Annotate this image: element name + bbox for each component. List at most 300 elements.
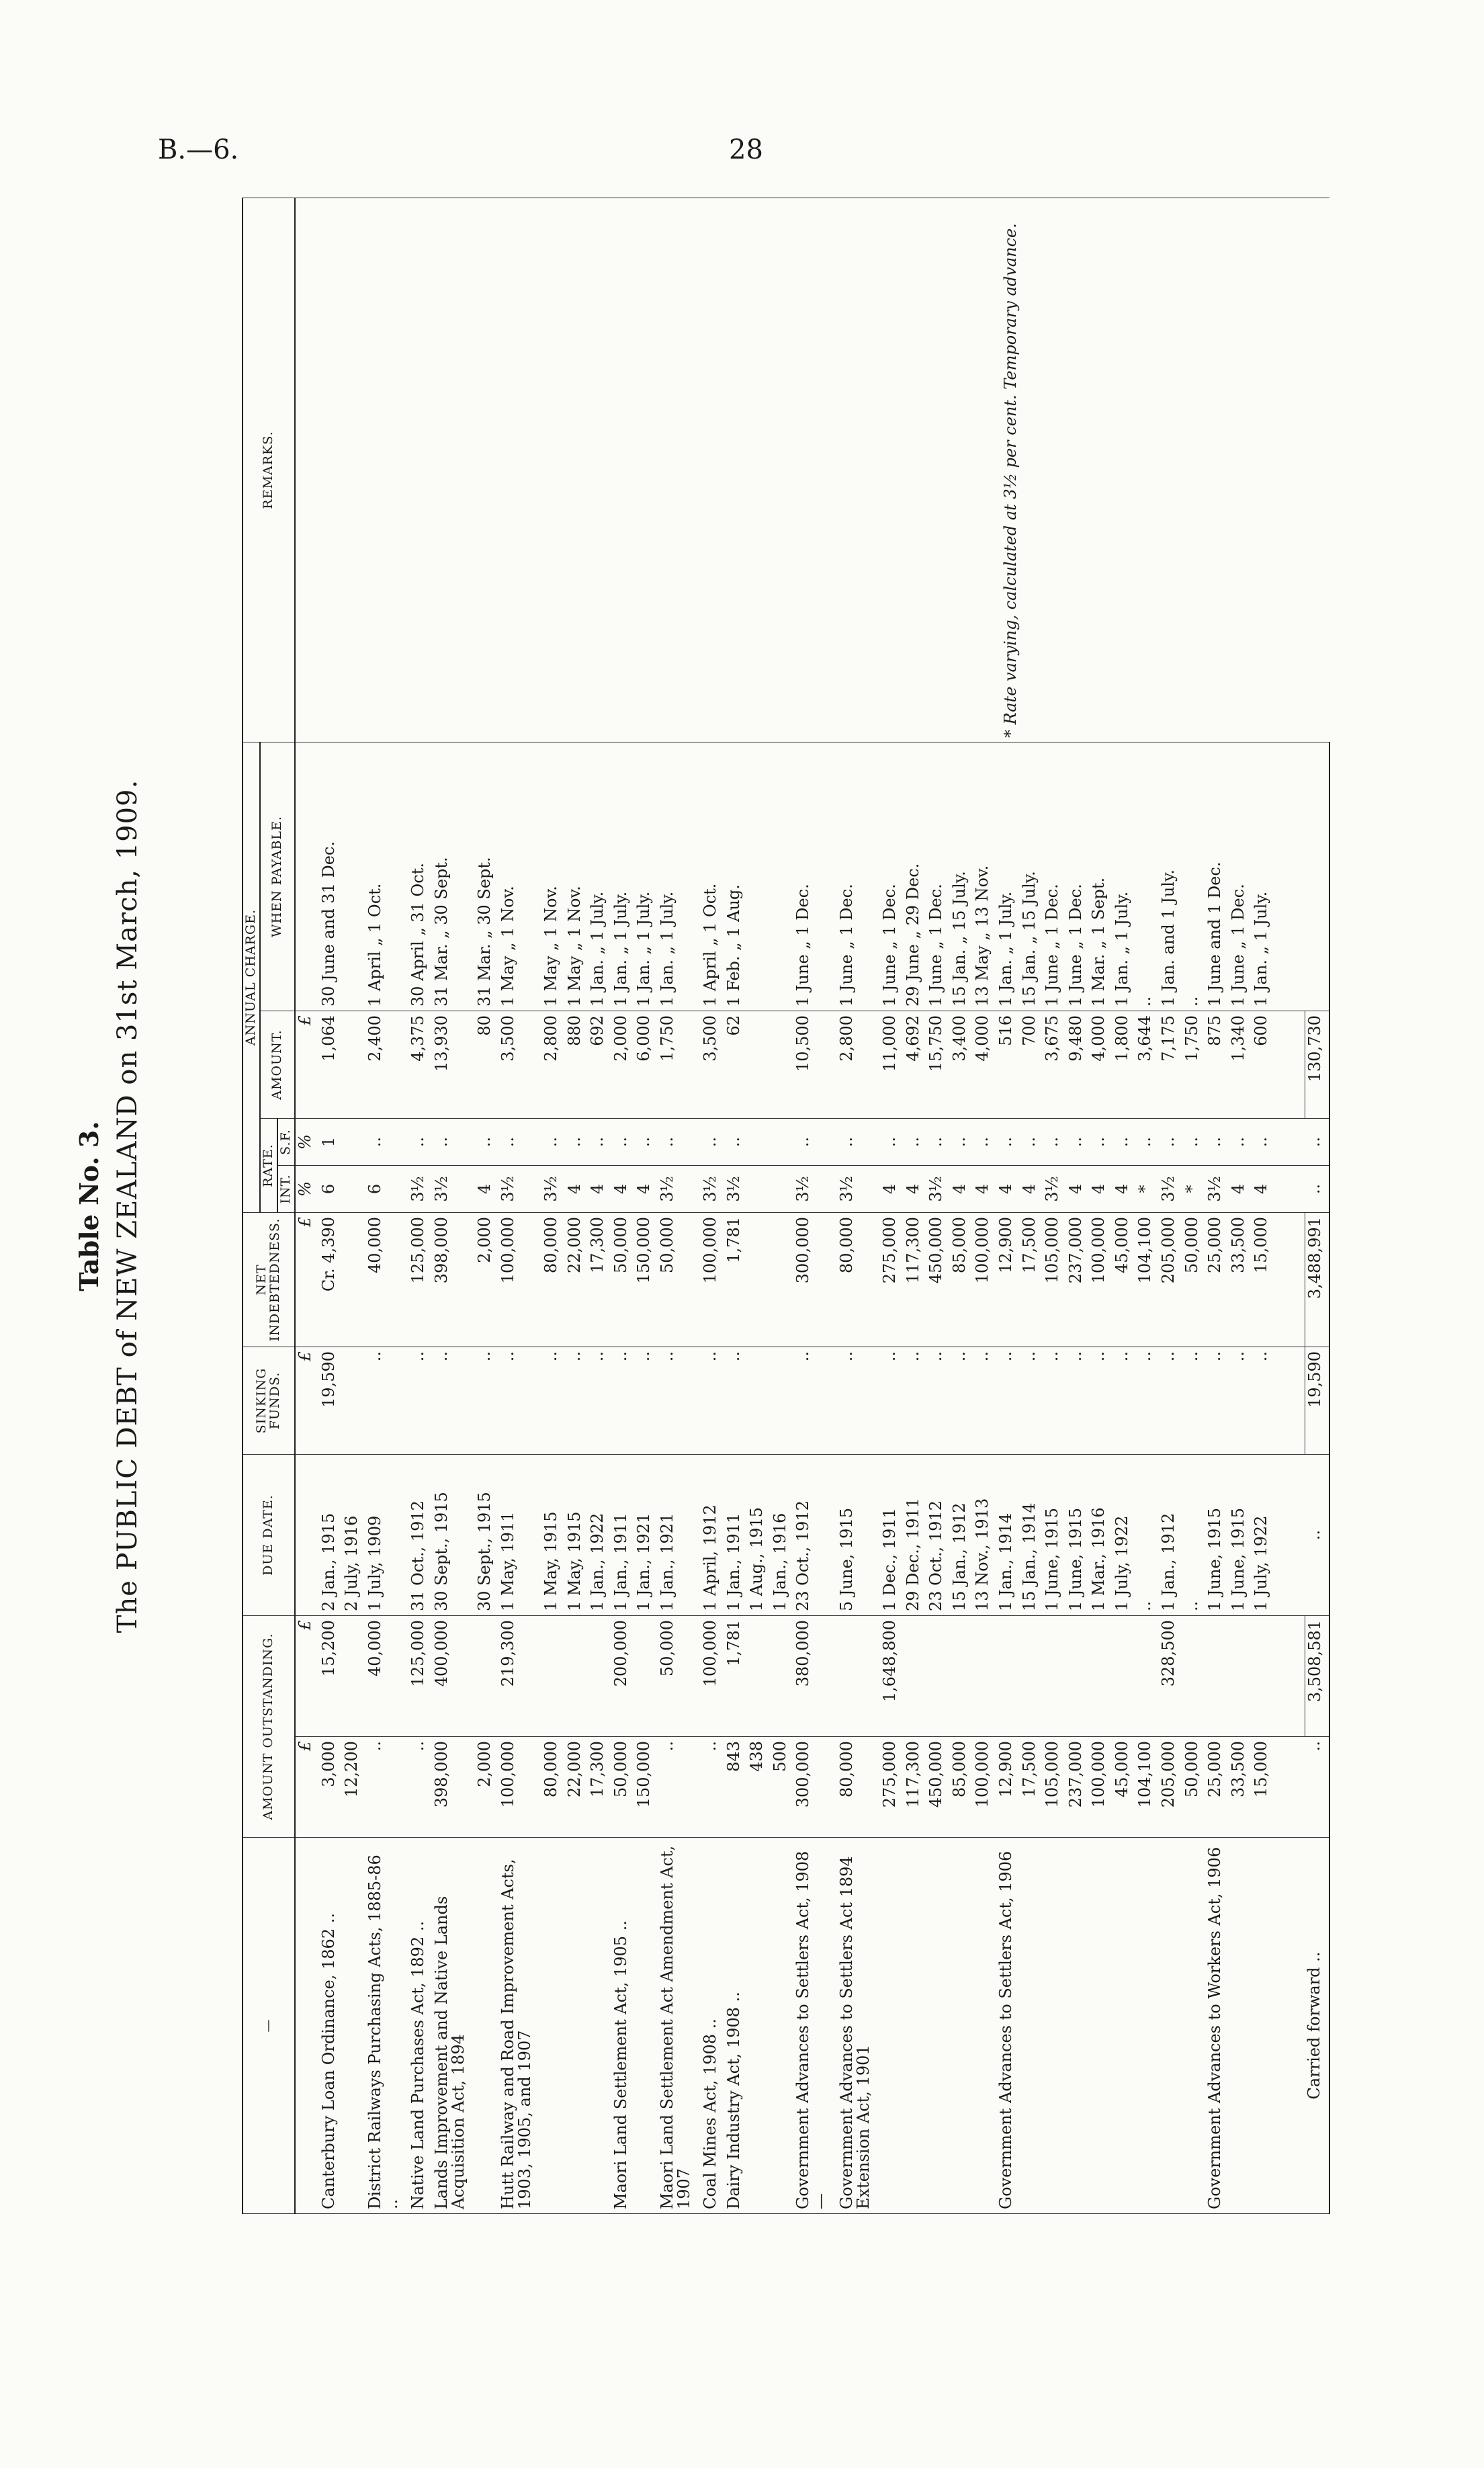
net-indebtedness-cell: 100,000	[701, 1212, 724, 1347]
rate-sf-cell: ..	[1229, 1118, 1252, 1165]
due-date-cell: 1 Jan., 1921	[658, 1454, 701, 1615]
act-cell	[904, 1838, 927, 2214]
amount-cell: 275,000	[880, 1737, 904, 1838]
amount-cell: 2,000	[475, 1737, 498, 1838]
act-cell: Canterbury Loan Ordinance, 1862 ..	[319, 1838, 343, 2214]
rate-int-cell: 3½	[793, 1165, 836, 1212]
act-cell	[926, 1838, 950, 2214]
act-cell	[634, 1838, 658, 2214]
act-cell	[1182, 1838, 1206, 2214]
act-cell: Government Advances to Workers Act, 1906	[1205, 1838, 1229, 2214]
annual-charge-cell: 516	[996, 1011, 1020, 1118]
act-cell	[475, 1838, 498, 2214]
amount-total-cell: 328,500	[1159, 1615, 1182, 1736]
amount-total-cell	[1229, 1615, 1252, 1736]
act-cell: Government Advances to Settlers Act, 1908—	[793, 1838, 836, 2214]
net-indebtedness-cell: 80,000	[541, 1212, 565, 1347]
due-date-cell: 1 May, 1915	[541, 1454, 565, 1615]
sinking-fund-cell: ..	[1182, 1347, 1206, 1454]
rate-sf-cell: ..	[1066, 1118, 1090, 1165]
amount-cell: 12,900	[996, 1737, 1020, 1838]
when-payable-cell: ..	[1135, 742, 1159, 1011]
when-payable-cell: 1 Feb. „ 1 Aug.	[724, 742, 748, 1011]
spacer-cell	[1275, 1454, 1305, 1615]
due-date-cell: 2 Jan., 1915	[319, 1454, 343, 1615]
due-date-cell: 15 Jan., 1912	[950, 1454, 973, 1615]
net-indebtedness-cell: 80,000	[837, 1212, 880, 1347]
annual-charge-cell: 3,644	[1135, 1011, 1159, 1118]
amount-total-cell	[1205, 1615, 1229, 1736]
annual-charge-cell: 2,400	[365, 1011, 408, 1118]
due-date-cell: 13 Nov., 1913	[973, 1454, 996, 1615]
rate-sf-cell: ..	[926, 1118, 950, 1165]
sinking-fund-cell: ..	[611, 1347, 635, 1454]
amount-total-cell	[634, 1615, 658, 1736]
rate-int-cell: 3½	[541, 1165, 565, 1212]
unit-pound: £	[295, 1615, 319, 1736]
annual-charge-cell: 13,930	[432, 1011, 475, 1118]
rate-sf-cell: ..	[973, 1118, 996, 1165]
annual-charge-cell: 1,064	[319, 1011, 343, 1118]
unit-blank	[295, 1838, 319, 2214]
amount-total-cell: 200,000	[611, 1615, 635, 1736]
sinking-fund-cell: ..	[837, 1347, 880, 1454]
due-date-cell: 31 Oct., 1912	[408, 1454, 432, 1615]
due-date-cell: 1 July, 1922	[1252, 1454, 1275, 1615]
net-indebtedness-cell: 275,000	[880, 1212, 904, 1347]
due-date-cell: 2 July, 1916	[342, 1454, 365, 1615]
net-indebtedness-cell: 25,000	[1205, 1212, 1229, 1347]
amount-total-cell	[475, 1615, 498, 1736]
net-indebtedness-cell: 300,000	[793, 1212, 836, 1347]
act-cell	[950, 1838, 973, 2214]
annual-charge-cell: 9,480	[1066, 1011, 1090, 1118]
amount-total-cell	[904, 1615, 927, 1736]
due-date-cell: 1 Jan., 1922	[588, 1454, 611, 1615]
rate-int-cell: 4	[634, 1165, 658, 1212]
unit-blank	[295, 742, 319, 1011]
annual-charge-cell: 2,800	[837, 1011, 880, 1118]
net-indebtedness-cell: 50,000	[611, 1212, 635, 1347]
when-payable-cell: 31 Mar. „ 30 Sept.	[432, 742, 475, 1011]
when-payable-cell: 1 June „ 1 Dec.	[1066, 742, 1090, 1011]
amount-cell: 450,000	[926, 1737, 950, 1838]
rate-int-cell: 3½	[658, 1165, 701, 1212]
sinking-fund-cell: 19,590	[319, 1347, 343, 1454]
amount-total-cell: 219,300	[498, 1615, 541, 1736]
rate-int-cell: 4	[950, 1165, 973, 1212]
rotated-table-frame	[74, 198, 1330, 2214]
net-indebtedness-cell: 117,300	[904, 1212, 927, 1347]
due-date-cell: ..	[1135, 1454, 1159, 1615]
net-indebtedness-cell: 398,000	[432, 1212, 475, 1347]
rate-sf-cell: ..	[880, 1118, 904, 1165]
rate-sf-cell: ..	[1135, 1118, 1159, 1165]
amount-cell: 100,000	[498, 1737, 541, 1838]
when-payable-cell: 1 Mar. „ 1 Sept.	[1089, 742, 1112, 1011]
when-payable-cell: 1 May „ 1 Nov.	[498, 742, 541, 1011]
amount-cell: ..	[365, 1737, 408, 1838]
amount-cell: 843	[724, 1737, 748, 1838]
sinking-fund-cell: ..	[880, 1347, 904, 1454]
when-payable-cell: 1 Jan. „ 1 July.	[1252, 742, 1275, 1011]
net-indebtedness-cell: 1,781	[724, 1212, 748, 1347]
act-cell	[747, 1838, 771, 2214]
amount-cell: 117,300	[904, 1737, 927, 1838]
rate-int-cell: 4	[880, 1165, 904, 1212]
rate-int-cell: 4	[1089, 1165, 1112, 1212]
net-indebtedness-cell: Cr. 4,390	[319, 1212, 343, 1347]
rate-sf-cell: ..	[1205, 1118, 1229, 1165]
when-payable-cell: 30 April „ 31 Oct.	[408, 742, 432, 1011]
net-indebtedness-cell: 17,300	[588, 1212, 611, 1347]
sinking-fund-cell: ..	[565, 1347, 588, 1454]
due-date-cell: ..	[1182, 1454, 1206, 1615]
sinking-fund-cell: ..	[1020, 1347, 1043, 1454]
when-payable-cell: 1 June „ 1 Dec.	[793, 742, 836, 1011]
spacer-cell	[1275, 1838, 1305, 2214]
sinking-fund-cell: ..	[701, 1347, 724, 1454]
annual-charge-cell: 4,375	[408, 1011, 432, 1118]
annual-charge-cell: 10,500	[793, 1011, 836, 1118]
spacer-cell	[1275, 1118, 1305, 1165]
amount-cell: 3,000	[319, 1737, 343, 1838]
sinking-fund-cell: ..	[432, 1347, 475, 1454]
due-date-cell: 5 June, 1915	[837, 1454, 880, 1615]
when-payable-cell: 1 June „ 1 Dec.	[1229, 742, 1252, 1011]
act-cell: Dairy Industry Act, 1908 ..	[724, 1838, 748, 2214]
net-indebtedness-cell: 50,000	[658, 1212, 701, 1347]
rate-sf-cell: ..	[565, 1118, 588, 1165]
when-payable-cell: 1 Jan. „ 1 July.	[611, 742, 635, 1011]
net-indebtedness-cell	[342, 1212, 365, 1347]
rate-int-cell: 4	[475, 1165, 498, 1212]
sinking-fund-cell	[747, 1347, 771, 1454]
rate-int-cell: 3½	[926, 1165, 950, 1212]
when-payable-cell: 1 Jan. „ 1 July.	[634, 742, 658, 1011]
sinking-fund-cell	[342, 1347, 365, 1454]
annual-charge-cell: 62	[724, 1011, 748, 1118]
due-date-cell: 1 Jan., 1921	[634, 1454, 658, 1615]
amount-cell: 300,000	[793, 1737, 836, 1838]
net-indebtedness-cell: 15,000	[1252, 1212, 1275, 1347]
act-cell: Native Land Purchases Act, 1892 ..	[408, 1838, 432, 2214]
amount-total-cell	[926, 1615, 950, 1736]
annual-charge-cell: 2,000	[611, 1011, 635, 1118]
annual-charge-cell: 15,750	[926, 1011, 950, 1118]
due-date-cell: 30 Sept., 1915	[475, 1454, 498, 1615]
act-cell: Coal Mines Act, 1908 ..	[701, 1838, 724, 2214]
amount-cell: 80,000	[541, 1737, 565, 1838]
rate-sf-cell: ..	[996, 1118, 1020, 1165]
amount-total-cell	[1182, 1615, 1206, 1736]
amount-total-cell	[1066, 1615, 1090, 1736]
annual-charge-cell: 875	[1205, 1011, 1229, 1118]
sinking-fund-cell: ..	[408, 1347, 432, 1454]
carried-due: ..	[1305, 1454, 1329, 1615]
col-rate-int: INT.	[277, 1165, 295, 1212]
sinking-fund-cell: ..	[1043, 1347, 1066, 1454]
act-cell	[1089, 1838, 1112, 2214]
rate-int-cell: 4	[565, 1165, 588, 1212]
carried-annual-charge: 130,730	[1305, 1011, 1329, 1118]
amount-cell: 25,000	[1205, 1737, 1229, 1838]
sinking-fund-cell: ..	[658, 1347, 701, 1454]
sinking-fund-cell: ..	[365, 1347, 408, 1454]
rate-sf-cell: ..	[837, 1118, 880, 1165]
spacer-cell	[1275, 1165, 1305, 1212]
rate-sf-cell: ..	[1112, 1118, 1136, 1165]
unit-percent: %	[295, 1118, 319, 1165]
due-date-cell: 1 May, 1915	[565, 1454, 588, 1615]
annual-charge-cell: 600	[1252, 1011, 1275, 1118]
col-sinking-funds: SINKING FUNDS.	[243, 1347, 295, 1454]
due-date-cell: 1 Jan., 1911	[724, 1454, 748, 1615]
rate-int-cell	[342, 1165, 365, 1212]
annual-charge-cell: 2,800	[541, 1011, 565, 1118]
annual-charge-cell: 700	[1020, 1011, 1043, 1118]
annual-charge-cell: 4,000	[973, 1011, 996, 1118]
col-rate-sf: S.F.	[277, 1118, 295, 1165]
when-payable-cell: ..	[1182, 742, 1206, 1011]
sinking-fund-cell: ..	[926, 1347, 950, 1454]
sinking-fund-cell: ..	[541, 1347, 565, 1454]
due-date-cell: 1 May, 1911	[498, 1454, 541, 1615]
sinking-fund-cell: ..	[1159, 1347, 1182, 1454]
annual-charge-cell: 1,340	[1229, 1011, 1252, 1118]
remarks-cell	[295, 198, 1329, 742]
due-date-cell: 1 Aug., 1915	[747, 1454, 771, 1615]
when-payable-cell	[771, 742, 794, 1011]
act-cell	[1252, 1838, 1275, 2214]
rate-sf-cell: ..	[658, 1118, 701, 1165]
rate-sf-cell: 1	[319, 1118, 343, 1165]
units-row	[295, 198, 319, 2213]
sinking-fund-cell: ..	[1252, 1347, 1275, 1454]
when-payable-cell: 1 April „ 1 Oct.	[701, 742, 724, 1011]
page-number: 28	[729, 134, 763, 165]
rate-sf-cell: ..	[408, 1118, 432, 1165]
sinking-fund-cell: ..	[1135, 1347, 1159, 1454]
annual-charge-cell: 3,675	[1043, 1011, 1066, 1118]
debt-table-body	[295, 198, 1329, 2213]
net-indebtedness-cell: 105,000	[1043, 1212, 1066, 1347]
rate-sf-cell: ..	[634, 1118, 658, 1165]
col-act: —	[243, 1838, 295, 2214]
act-cell	[1159, 1838, 1182, 2214]
carried-net-indebtedness: 3,488,991	[1305, 1212, 1329, 1347]
amount-cell: 12,200	[342, 1737, 365, 1838]
unit-pound: £	[295, 1212, 319, 1347]
amount-cell: 150,000	[634, 1737, 658, 1838]
rate-sf-cell: ..	[541, 1118, 565, 1165]
when-payable-cell: 1 June „ 1 Dec.	[837, 742, 880, 1011]
due-date-cell: 30 Sept., 1915	[432, 1454, 475, 1615]
when-payable-cell: 1 June „ 1 Dec.	[1043, 742, 1066, 1011]
rate-sf-cell	[747, 1118, 771, 1165]
act-cell	[1020, 1838, 1043, 2214]
rate-int-cell: 4	[1112, 1165, 1136, 1212]
when-payable-cell: 1 Jan. „ 1 July.	[588, 742, 611, 1011]
net-indebtedness-cell: 85,000	[950, 1212, 973, 1347]
due-date-cell: 1 July, 1909	[365, 1454, 408, 1615]
due-date-cell: 1 July, 1922	[1112, 1454, 1136, 1615]
annual-charge-cell: 692	[588, 1011, 611, 1118]
amount-total-cell	[996, 1615, 1020, 1736]
amount-total-cell	[565, 1615, 588, 1736]
rate-int-cell: 3½	[1043, 1165, 1066, 1212]
amount-cell: 500	[771, 1737, 794, 1838]
amount-cell: 17,500	[1020, 1737, 1043, 1838]
act-cell	[1112, 1838, 1136, 2214]
sinking-fund-cell: ..	[950, 1347, 973, 1454]
annual-charge-cell: 4,000	[1089, 1011, 1112, 1118]
carried-amount: ..	[1305, 1737, 1329, 1838]
due-date-cell: 1 April, 1912	[701, 1454, 724, 1615]
amount-total-cell	[1112, 1615, 1136, 1736]
when-payable-cell: 15 Jan. „ 15 July.	[1020, 742, 1043, 1011]
due-date-cell: 1 Jan., 1916	[771, 1454, 794, 1615]
rate-sf-cell: ..	[432, 1118, 475, 1165]
rate-int-cell: 4	[611, 1165, 635, 1212]
amount-total-cell	[342, 1615, 365, 1736]
amount-total-cell	[1135, 1615, 1159, 1736]
net-indebtedness-cell: 45,000	[1112, 1212, 1136, 1347]
rate-int-cell: 6	[319, 1165, 343, 1212]
due-date-cell: 1 June, 1915	[1205, 1454, 1229, 1615]
amount-cell: 17,300	[588, 1737, 611, 1838]
due-date-cell: 1 June, 1915	[1043, 1454, 1066, 1615]
amount-total-cell: 1,648,800	[880, 1615, 904, 1736]
unit-blank	[295, 1454, 319, 1615]
act-cell: Lands Improvement and Native Lands Acquisition Act, 1894	[432, 1838, 475, 2214]
rate-int-cell	[771, 1165, 794, 1212]
due-date-cell: 1 Jan., 1914	[996, 1454, 1020, 1615]
sinking-fund-cell: ..	[634, 1347, 658, 1454]
amount-total-cell: 50,000	[658, 1615, 701, 1736]
rate-sf-cell: ..	[1089, 1118, 1112, 1165]
amount-cell: 100,000	[973, 1737, 996, 1838]
rate-int-cell: 3½	[1205, 1165, 1229, 1212]
annual-charge-cell: 880	[565, 1011, 588, 1118]
rate-sf-cell: ..	[1252, 1118, 1275, 1165]
annual-charge-cell	[342, 1011, 365, 1118]
net-indebtedness-cell	[771, 1212, 794, 1347]
rate-int-cell: 4	[1229, 1165, 1252, 1212]
act-cell	[342, 1838, 365, 2214]
net-indebtedness-cell: 2,000	[475, 1212, 498, 1347]
amount-total-cell	[973, 1615, 996, 1736]
spacer-cell	[1275, 742, 1305, 1011]
annual-charge-cell	[747, 1011, 771, 1118]
annual-charge-cell: 1,800	[1112, 1011, 1136, 1118]
net-indebtedness-cell: 450,000	[926, 1212, 950, 1347]
rate-int-cell: 4	[588, 1165, 611, 1212]
spacer-cell	[1275, 1347, 1305, 1454]
net-indebtedness-cell: 125,000	[408, 1212, 432, 1347]
act-cell	[588, 1838, 611, 2214]
rate-sf-cell: ..	[904, 1118, 927, 1165]
remark-note: * Rate varying, calculated at 3½ per cent. Temporary advance.	[1000, 223, 1020, 738]
annual-charge-cell: 1,750	[658, 1011, 701, 1118]
rate-int-cell: 3½	[1159, 1165, 1182, 1212]
col-annual-charge: ANNUAL CHARGE.	[243, 742, 260, 1212]
table-title: Table No. 3.	[74, 1121, 104, 1291]
carried-when-payable	[1305, 742, 1329, 1011]
rate-sf-cell: ..	[1159, 1118, 1182, 1165]
sinking-fund-cell: ..	[475, 1347, 498, 1454]
col-due-date: DUE DATE.	[243, 1454, 295, 1615]
spacer-cell	[1275, 1615, 1305, 1736]
amount-cell: 104,100	[1135, 1737, 1159, 1838]
sinking-fund-cell: ..	[973, 1347, 996, 1454]
rate-int-cell: 3½	[498, 1165, 541, 1212]
when-payable-cell: 1 April „ 1 Oct.	[365, 742, 408, 1011]
rate-int-cell: 4	[973, 1165, 996, 1212]
carried-amount-total: 3,508,581	[1305, 1615, 1329, 1736]
annual-charge-cell: 3,500	[498, 1011, 541, 1118]
rate-int-cell: 4	[1066, 1165, 1090, 1212]
amount-cell: 15,000	[1252, 1737, 1275, 1838]
amount-total-cell: 380,000	[793, 1615, 836, 1736]
amount-cell: 438	[747, 1737, 771, 1838]
amount-total-cell	[1020, 1615, 1043, 1736]
amount-cell: 50,000	[1182, 1737, 1206, 1838]
sinking-fund-cell: ..	[724, 1347, 748, 1454]
net-indebtedness-cell: 237,000	[1066, 1212, 1090, 1347]
amount-total-cell	[1252, 1615, 1275, 1736]
annual-charge-cell: 4,692	[904, 1011, 927, 1118]
net-indebtedness-cell: 100,000	[973, 1212, 996, 1347]
amount-cell: 398,000	[432, 1737, 475, 1838]
act-cell	[1135, 1838, 1159, 2214]
public-debt-table	[242, 198, 1330, 2214]
amount-total-cell	[1043, 1615, 1066, 1736]
when-payable-cell	[342, 742, 365, 1011]
sinking-fund-cell: ..	[904, 1347, 927, 1454]
when-payable-cell	[747, 742, 771, 1011]
spacer-cell	[1275, 1737, 1305, 1838]
when-payable-cell: 1 June „ 1 Dec.	[880, 742, 904, 1011]
when-payable-cell: 1 June and 1 Dec.	[1205, 742, 1229, 1011]
amount-total-cell	[950, 1615, 973, 1736]
rate-sf-cell	[342, 1118, 365, 1165]
amount-cell: 85,000	[950, 1737, 973, 1838]
act-cell: Government Advances to Settlers Act, 1906	[996, 1838, 1020, 2214]
net-indebtedness-cell: 12,900	[996, 1212, 1020, 1347]
when-payable-cell: 1 June „ 1 Dec.	[926, 742, 950, 1011]
spacer-cell	[1275, 1212, 1305, 1347]
act-cell: Government Advances to Settlers Act 1894 Extension Act, 1901	[837, 1838, 880, 2214]
net-indebtedness-cell: 100,000	[1089, 1212, 1112, 1347]
rate-int-cell: 3½	[701, 1165, 724, 1212]
amount-total-cell	[837, 1615, 880, 1736]
when-payable-cell: 31 Mar. „ 30 Sept.	[475, 742, 498, 1011]
act-cell	[1043, 1838, 1066, 2214]
carried-sinking-funds: 19,590	[1305, 1347, 1329, 1454]
amount-total-cell	[541, 1615, 565, 1736]
rate-sf-cell	[771, 1118, 794, 1165]
act-cell	[771, 1838, 794, 2214]
rate-sf-cell: ..	[950, 1118, 973, 1165]
sinking-fund-cell: ..	[1112, 1347, 1136, 1454]
rate-int-cell	[747, 1165, 771, 1212]
net-indebtedness-cell: 22,000	[565, 1212, 588, 1347]
act-cell	[880, 1838, 904, 2214]
rate-int-cell: *	[1135, 1165, 1159, 1212]
amount-cell: 33,500	[1229, 1737, 1252, 1838]
amount-cell: 50,000	[611, 1737, 635, 1838]
